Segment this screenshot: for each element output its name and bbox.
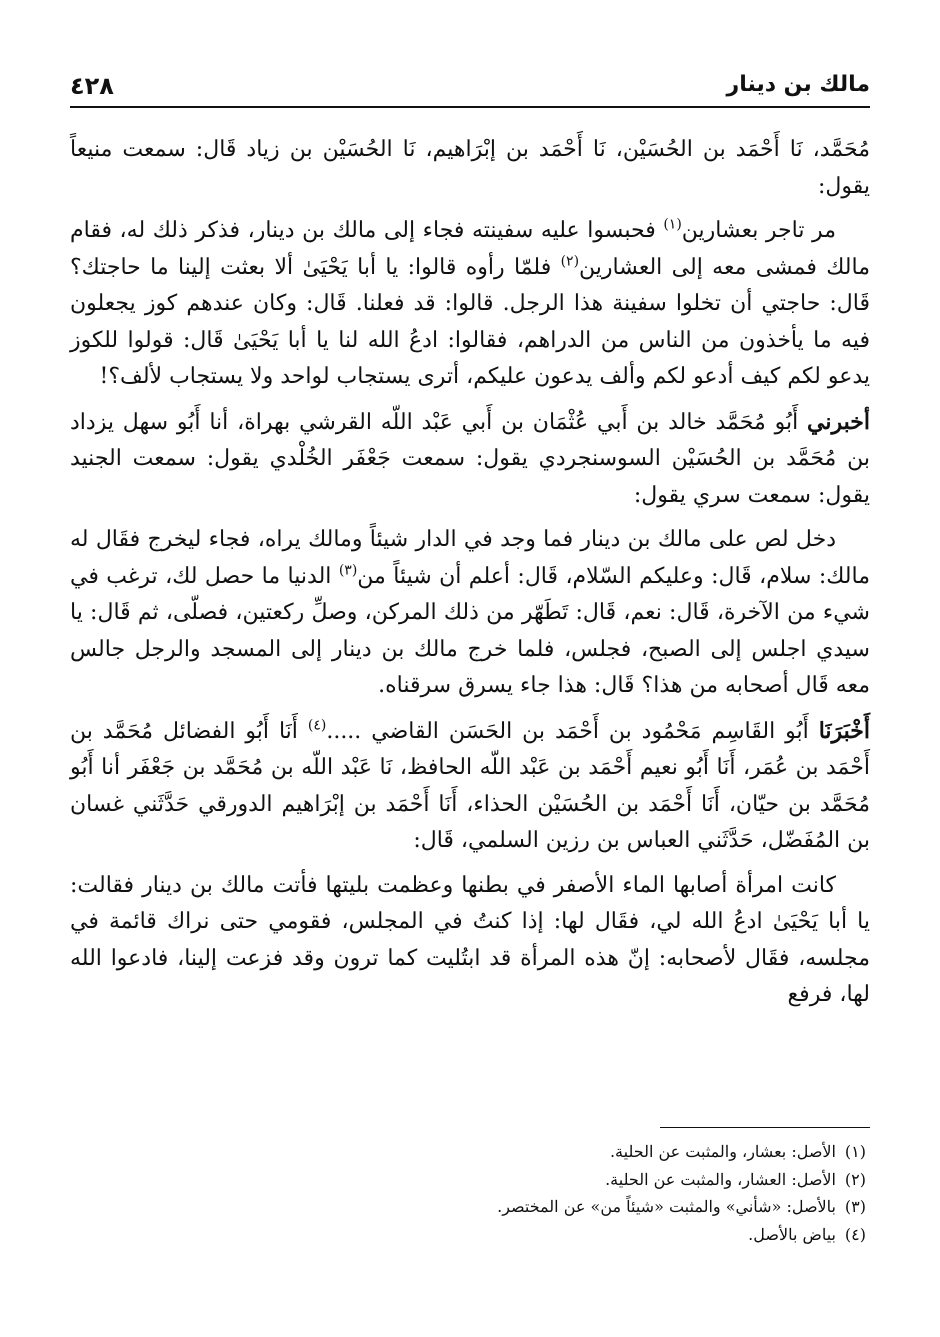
footnote-number: (٣): [844, 1197, 866, 1216]
paragraph-text: أَبُو مُحَمَّد خالد بن أَبي عُثْمَان بن أَبي عَبْد اللّه القرشي بهراة، أنا أَبُو سهل يزداد بن مُحَمَّد بن الحُسَيْن السوسنجردي يقول: سمعت جَعْفَر الخُلْدي يقول: سمعت الجنيد يقول: سمعت سري يقول:: [70, 409, 870, 508]
footnote-text: بالأصل: «شأني» والمثبت «شيئاً من» عن المختصر.: [497, 1197, 836, 1216]
paragraph: [70, 213, 870, 396]
footnotes: [70, 1138, 866, 1248]
footnote-separator: [660, 1127, 870, 1128]
main-text: [70, 132, 870, 1022]
running-title: مالك بن دينار: [726, 72, 870, 97]
footnote: [70, 1166, 866, 1194]
paragraph: [70, 132, 870, 205]
page-header: [70, 72, 870, 108]
paragraph-text: أَنَا أَبُو الفضائل مُحَمَّد بن أَحْمَد بن عُمَر، أَنَا أَبُو نعيم أَحْمَد بن عَبْد اللّه الحافظ، نَا عَبْد اللّه بن مُحَمَّد بن جَعْفَر أنا أَبُو مُحَمَّد بن حيّان، أَنَا أَحْمَد بن الحُسَيْن الحذاء، أَنَا أَحْمَد بن إبْرَاهيم الدورقي حَدَّثَني غسان بن المُفَضّل، حَدَّثَني العباس بن رزين السلمي، قَال:: [70, 718, 870, 853]
footnote-number: (٤): [844, 1224, 866, 1244]
footnote-reference: (٤): [307, 717, 327, 734]
paragraph-text: دخل لص على مالك بن دينار فما وجد في الدار شيئاً ومالك يراه، فجاء ليخرج فقَال له مالك: سلام، قَال: وعليكم السّلام، قَال: أعلم أن شيئاً من: [70, 527, 870, 589]
footnote-reference: (١): [663, 216, 682, 233]
paragraph: [70, 868, 870, 1014]
footnote: [70, 1193, 866, 1221]
paragraph-text: كانت امرأة أصابها الماء الأصفر في بطنها وعظمت بليتها فأتت مالك بن دينار فقالت: يا أبا يَحْيَىٰ ادعُ الله لي، فقَال لها: إذا كنتُ في المجلس، فقومي حتى نراك قائمة في مجلسه، فقَال لأصحابه: إنّ هذه المرأة قد ابتُليت كما ترون وقد فزعت إلينا، فادعوا الله لها، فرفع: [70, 872, 870, 1007]
page-number: ٤٢٨: [70, 72, 114, 100]
footnote: [70, 1138, 866, 1166]
footnote-text: بياض بالأصل.: [748, 1224, 836, 1244]
paragraph-text: مُحَمَّد، نَا أَحْمَد بن الحُسَيْن، نَا أَحْمَد بن إبْرَاهيم، نَا الحُسَيْن بن زياد قَال: سمعت منيعاً يقول:: [70, 137, 870, 199]
footnote: [70, 1221, 866, 1249]
footnote-text: الأصل: العشار، والمثبت عن الحلية.: [605, 1169, 836, 1189]
footnote-number: (١): [844, 1142, 866, 1161]
isnad-keyword: أخبرني: [807, 408, 870, 435]
paragraph-text: الدنيا ما حصل لك، ترغب في شيء من الآخرة، قَال: نعم، قَال: تَطَهّر من ذلك المركن، وصلِّ ركعتين، فصلّى، ثم قَال: يا سيدي اجلس إلى الصبح، فجلس، فلما خرج مالك بن دينار إلى المسجد والرجل جالس معه قَال أصحابه من هذا؟ قَال: هذا جاء يسرق سرقناه.: [70, 563, 870, 698]
footnote-reference: (٣): [338, 562, 358, 579]
paragraph: [70, 404, 870, 515]
paragraph-text: فحبسوا عليه سفينته فجاء إلى مالك بن دينار، فذكر ذلك له، فقام مالك فمشى معه إلى العشارين: [70, 218, 870, 280]
paragraph-text: أَبُو القَاسِم مَحْمُود بن أَحْمَد بن الحَسَن القاضي .....: [326, 718, 819, 744]
paragraph-text: مر تاجر بعشارين: [681, 218, 836, 243]
paragraph: [70, 713, 870, 860]
footnote-text: الأصل: بعشار، والمثبت عن الحلية.: [609, 1142, 836, 1161]
isnad-keyword: أَخْبَرَنَا: [818, 717, 871, 744]
footnote-reference: (٢): [560, 253, 580, 270]
footnote-number: (٢): [844, 1169, 866, 1189]
paragraph: [70, 522, 870, 705]
paragraph-text: فلمّا رأوه قالوا: يا أبا يَحْيَىٰ ألا بعثت إلينا ما حاجتك؟ قَال: حاجتي أن تخلوا سفينة هذا الرجل. قالوا: قد فعلنا. قَال: وكان عندهم كوز يجعلون فيه ما يأخذون من الناس من الدراهم، فقالوا: ادعُ الله لنا يا أبا يَحْيَىٰ قَال: قولوا للكوز يدعو لكم كيف أدعو لكم وألف يدعون عليكم، أترى يستجاب لواحد ولا يستجاب لألف؟!: [70, 254, 870, 389]
